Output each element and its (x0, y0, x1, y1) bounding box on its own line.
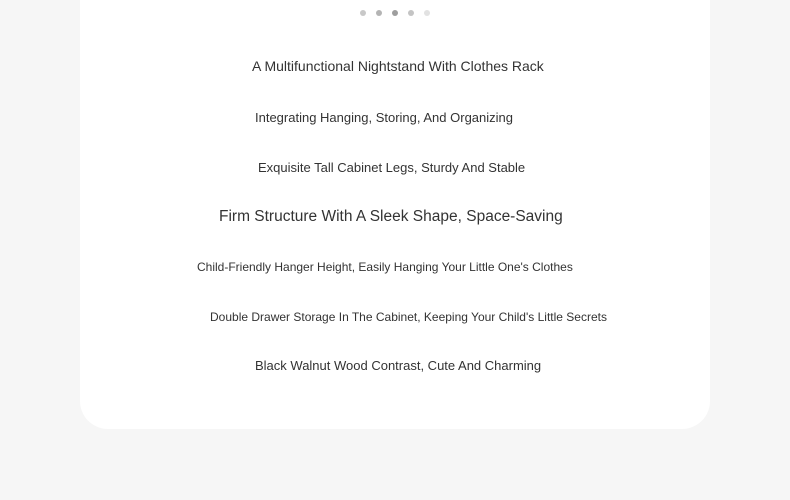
carousel-dot-1[interactable] (360, 10, 366, 16)
carousel-dot-5[interactable] (424, 10, 430, 16)
feature-line-2: Integrating Hanging, Storing, And Organizing (255, 110, 514, 125)
feature-line-6: Double Drawer Storage In The Cabinet, Keeping Your Child's Little Secrets (210, 310, 607, 324)
carousel-dot-4[interactable] (408, 10, 414, 16)
carousel-dot-3-active[interactable] (392, 10, 398, 16)
feature-line-1: A Multifunctional Nightstand With Clothes Rack (252, 58, 544, 74)
carousel-pagination (0, 10, 790, 16)
feature-line-5: Child-Friendly Hanger Height, Easily Hanging Your Little One's Clothes (197, 260, 573, 274)
feature-line-4: Firm Structure With A Sleek Shape, Space-Saving (219, 208, 563, 225)
feature-line-3: Exquisite Tall Cabinet Legs, Sturdy And Stable (258, 160, 526, 175)
feature-line-7: Black Walnut Wood Contrast, Cute And Charming (255, 358, 542, 373)
carousel-dot-2[interactable] (376, 10, 382, 16)
